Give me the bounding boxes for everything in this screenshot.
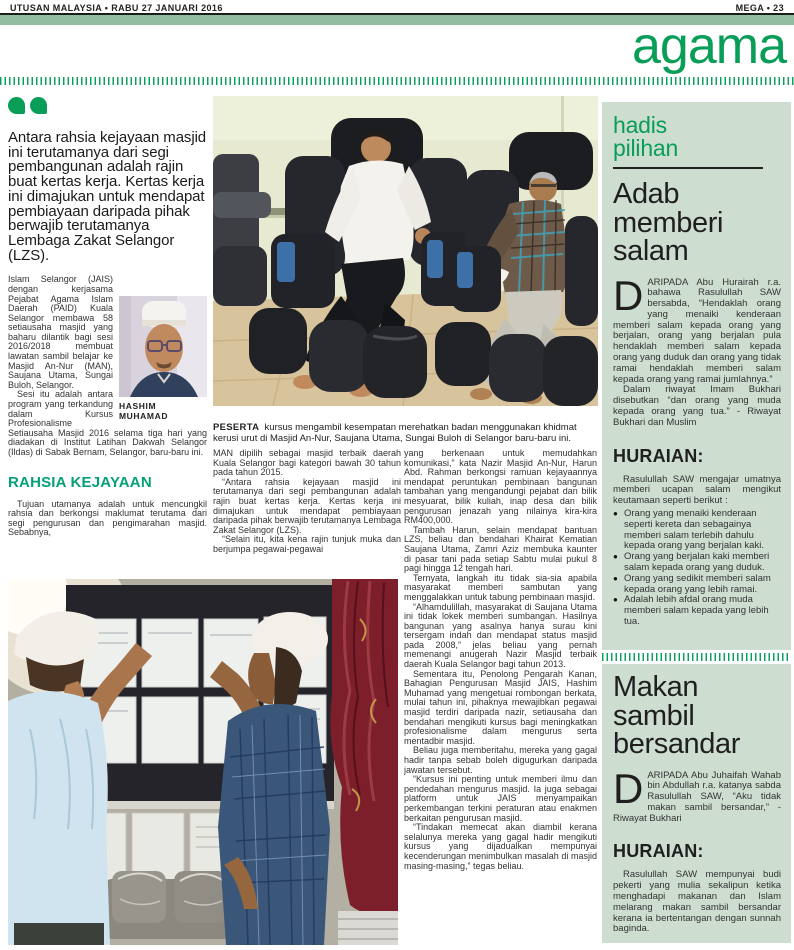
article-paragraph: “Tindakan memecat akan diambil kerana selalunya mereka yang gagal hadir mengikuti kursus yang dijadualkan mempunyai kecenderungan menimbulkan masalah di masjid masing-masing,” tegas beliau.: [404, 822, 597, 871]
caption-lead: PESERTA: [213, 421, 260, 433]
huraian-bullet: ● Adalah lebih afdal orang muda memberi salam kepada yang lebih tua.: [613, 595, 781, 627]
kicker-line: pilihan: [613, 135, 679, 161]
sidebar-makan-sambil-bersandar: [602, 664, 791, 943]
quote-marks-icon: [8, 97, 207, 123]
masthead-right: MEGA • 23: [735, 3, 784, 13]
sidebar-kicker: [613, 114, 781, 160]
hadith-text: ARIPADA Abu Juhaifah Wahab bin Abdullah r.a. katanya sabda Rasulullah SAW, “Aku tidak makan sambil bersandar,” - Riwayat Bukhari: [613, 769, 781, 824]
article-paragraph: “Kursus ini penting untuk memberi ilmu dan pendedahan mengurus masjid. Ia juga sebagai platform untuk JAIS menyampaikan perkembangan terkini peraturan atau enakmen berkaitan pengurusan masjid.: [404, 774, 597, 823]
sidebar-stripes-divider: [602, 653, 791, 661]
huraian-bullet: ● Orang yang sedikit memberi salam kepada orang yang lebih ramai.: [613, 574, 781, 596]
huraian-heading: HURAIAN:: [613, 841, 704, 862]
portrait-caption: HASHIM MUHAMAD: [119, 401, 169, 422]
main-photo: [213, 96, 598, 406]
lead-column: [8, 97, 207, 579]
article-paragraph: yang berkenaan untuk memudahkan komunikasi,” kata Nazir Masjid An-Nur, Harun Abd. Rahman berkongsi ramuan kejayaannya mendapat peruntukan pembinaan bangunan tambahan yang mengandungi pejabat dan bilik mesyuarat, bilik kuliah, inap desa dan bilik pengurusan jenazah yang nilainya kira-kira RM400,000.: [404, 449, 597, 526]
main-photo-caption: [213, 422, 596, 445]
huraian-bullet: ● Orang yang menaiki kenderaan seperti kereta dan sebagainya memberi salam terlebih dahulu kepada orang yang berjalan kaki.: [613, 509, 781, 552]
drop-cap: D: [613, 764, 644, 812]
hadith-text: ARIPADA Abu Hurairah r.a. bahawa Rasulullah SAW bersabda, “Hendaklah orang yang menaiki kenderaan memberi salam kepada orang yang berjalan, orang yang berjalan pula hendaklah memberi salam kepada orang yang duduk dan orang yang tidak ramai hendaklah memberi salam kepada orang yang ramai jumlahnya.”: [613, 276, 781, 385]
huraian-heading: HURAIAN:: [613, 445, 704, 466]
hadith-paragraph: Dalam riwayat Imam Bukhari disebutkan “dan orang yang muda kepada orang yang tua.” - Riwayat Bukhari dan Muslim: [613, 384, 781, 428]
section-title: agama: [632, 17, 786, 75]
article-paragraph: Ternyata, langkah itu tidak sia-sia apabila masyarakat memberi sambutan yang menggalakkan untuk tabung pembinaan masjid.: [404, 572, 597, 602]
lead-paragraph: Tujuan utamanya adalah untuk mencungkil rahsia dan berkongsi maklumat terutama dari segi pengurusan dan pengimarahan masjid. Sebabnya,: [8, 498, 207, 538]
huraian-bullet: ● Orang yang berjalan kaki memberi salam kepada orang yang duduk.: [613, 552, 781, 574]
massage-chairs-illustration: [213, 96, 598, 406]
noticeboard-illustration: [8, 579, 398, 945]
lead-body: [8, 275, 207, 457]
huraian-bullet-list: [613, 509, 781, 628]
lead-paragraph: Islam Selangor (JAIS) dengan kerjasama Pejabat Agama Islam Daerah (PAID) Kuala Selangor membawa 58 setiausaha masjid yang baharu dilantik bagi sesi 2016/2018 membuat lawatan sambil belajar ke Masjid An-Nur (MAN), Saujana Utama, Sungai Buloh, Selangor.: [8, 274, 113, 390]
article-paragraph: “Alhamdulillah, masyarakat di Saujana Utama ini tidak lokek memberi sumbangan. Hasilnya bangunan yang asalnya hanya surau kini tersergam indah dan mendapat status masjid pada 2008,” jelas beliau yang pernah memenangi anugerah Nazir Masjid terbaik daerah Kuala Selangor bagi tahun 2013.: [404, 601, 597, 670]
hadith-paragraph: [613, 764, 781, 825]
portrait-photo: [119, 296, 207, 421]
article-subhead: RAHSIA KEJAYAAN: [8, 473, 152, 491]
sidebar-article-title: Makan sambil bersandar: [613, 671, 740, 760]
huraian-intro: Rasulullah SAW mengajar umatnya memberi ucapan salam mengikut keutamaan seperti berikut :: [613, 473, 781, 507]
article-column-2: [213, 449, 401, 579]
sidebar-article-title: Adab memberi salam: [613, 178, 723, 267]
portrait-illustration: [119, 296, 207, 397]
article-paragraph: “Selain itu, kita kena rajin tunjuk muka dan berjumpa pegawai-pegawai: [213, 534, 401, 554]
kicker-line: hadis: [613, 112, 667, 138]
article-paragraph: Tambah Harun, selain mendapat bantuan LZS, beliau dan bendahari Khairat Kematian Saujana Utama, Zamri Aziz membuka kaunter di pasar tani pada setiap Sabtu mulai pukul 8 pagi hingga 12 tengah hari.: [404, 524, 597, 574]
pull-quote: Antara rahsia kejayaan masjid ini terutamanya dari segi pembangunan adalah rajin buat kertas kerja. Kertas kerja ini dimajukan untuk mendapat pembiayaan daripada pihak berwajib terutamanya Lembaga Zakat Selangor (LZS).: [8, 129, 207, 264]
hadith-paragraph: [613, 271, 781, 386]
sidebar-hadis-pilihan: [602, 102, 791, 650]
article-paragraph: Beliau juga memberitahu, mereka yang gagal hadir tanpa sebab boleh digugurkan daripada jawatan tersebut.: [404, 745, 597, 775]
masthead-left: UTUSAN MALAYSIA • RABU 27 JANUARI 2016: [10, 3, 223, 13]
section-stripes-divider: [0, 77, 794, 85]
article-paragraph: “Antara rahsia kejayaan masjid ini terutamanya dari segi pembangunan adalah rajin buat kertas kerja. Kertas kerja ini dimajukan untuk mendapat pembiayaan daripada pihak berwajib terutamanya Lembaga Zakat Selangor (LZS).: [213, 476, 401, 535]
article-column-3: [404, 449, 597, 949]
noticeboard-photo: [8, 579, 398, 945]
article-paragraph: MAN dipilih sebagai masjid terbaik daerah Kuala Selangor bagi kategori bawah 30 tahun pada tahun 2015.: [213, 449, 401, 478]
caption-text: kursus mengambil kesempatan merehatkan badan menggunakan khidmat kerusi urut di Masjid An-Nur, Saujana Utama, Sungai Buloh di Selangor baru-baru ini.: [213, 421, 577, 444]
lead-paragraph: Sesi itu adalah antara program yang terkandung dalam Kursus Profesionalisme Setiausaha Masjid 2016 selama tiga hari yang diadakan di Institut Latihan Dakwah Selangor (Ildas) di Sabak Bernam, Selangor, baru-baru ini.: [8, 389, 207, 458]
kicker-rule: [613, 167, 763, 169]
article-paragraph: Sementara itu, Penolong Pengarah Kanan, Bahagian Pengurusan Masjid JAIS, Hashim Muhamad yang mengetuai rombongan berkata, mulai tahun ini, pihaknya mewajibkan pegawai masjid terdiri daripada nazir, setiausaha dan bendahari mengikuti kursus bagi meningkatkan profesionalisme dalam mengurus serta mentadbir masjid.: [404, 668, 597, 746]
drop-cap: D: [613, 271, 644, 319]
huraian-body: Rasulullah SAW mempunyai budi pekerti yang mulia sekalipun ketika menghadapi makanan dan Islam melarang makan sambil bersandar kerana ia bertentangan dengan sunnah baginda.: [613, 869, 781, 935]
